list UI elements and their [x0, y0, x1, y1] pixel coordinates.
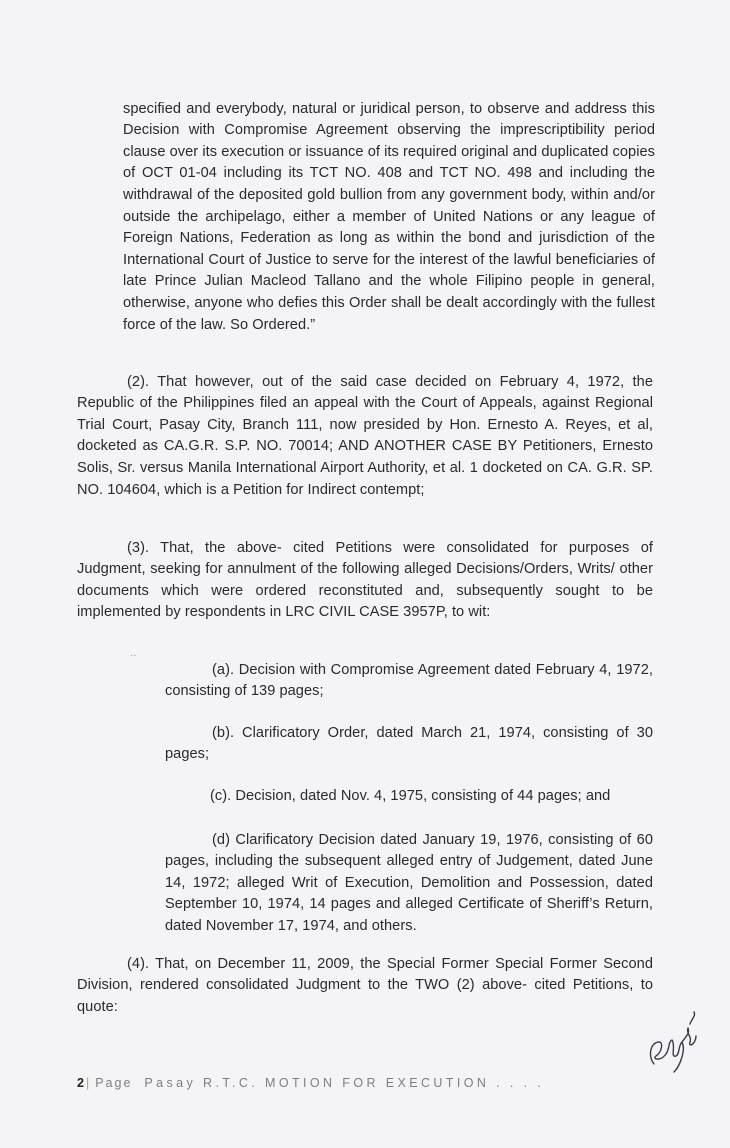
list-item-c: (c). Decision, dated Nov. 4, 1975, consisting of 44 pages; and — [210, 787, 611, 804]
page-footer — [77, 1076, 544, 1090]
paragraph-2: (2). That however, out of the said case decided on February 4, 1972, the Republic of the Philippines filed an appeal with the Court of Appeals, against Regional Trial Court, Pasay City, Branch 111, now presided by Hon. Ernesto A. Reyes, et al, docketed as CA.G.R. S.P. NO. 70014; AND ANOTHER CASE BY Petitioners, Ernesto Solis, Sr. versus Manila International Airport Authority, et al. 1 docketed on CA. G.R. SP. NO. 104604, which is a Petition for Indirect contempt; — [77, 373, 653, 498]
paragraph-3: (3). That, the above- cited Petitions were consolidated for purposes of Judgment, seeking for annulment of the following alleged Decisions/Orders, Writs/ other documents which were ordered reconstituted and, subsequently sought to be implemented by respondents in LRC CIVIL CASE 3957P, to wit: — [77, 539, 653, 621]
quoted-order-paragraph: specified and everybody, natural or juridical person, to observe and address this Decision with Compromise Agreement observing the imprescriptibility period clause over its execution or issuance of its required original and duplicated copies of OCT 01-04 including its TCT NO. 408 and TCT NO. 498 and including the withdrawal of the deposited gold bullion from any government body, within and/or outside the archipelago, either a member of United Nations or any league of Foreign Nations, Federation as long as within the bond and jurisdiction of the International Court of Justice to serve for the interest of the lawful beneficiaries of late Prince Julian Macleod Tallano and the whole Filipino people in general, otherwise, anyone who defies this Order shall be dealt accordingly with the fullest force of the law. So Ordered.” — [123, 100, 655, 333]
page-number: 2 — [77, 1076, 84, 1090]
page-label: Page — [95, 1076, 133, 1090]
paragraph-4: (4). That, on December 11, 2009, the Special Former Special Former Second Division, rendered consolidated Judgment to the TWO (2) above- cited Petitions, to quote: — [77, 955, 653, 1015]
running-title: Pasay R.T.C. MOTION FOR EXECUTION . . . . — [144, 1076, 545, 1090]
list-item-b: (b). Clarificatory Order, dated March 21, 1974, consisting of 30 pages; — [165, 724, 653, 763]
list-item-d: (d) Clarificatory Decision dated January 19, 1976, consisting of 60 pages, including the subsequent alleged entry of Judgement, dated June 14, 1972; alleged Writ of Execution, Demolition and Possession, dated September 10, 1974, 14 pages and alleged Certificate of Sheriff’s Return, dated November 17, 1974, and others. — [165, 831, 653, 934]
scan-speck: ‥ — [130, 648, 137, 659]
footer-separator: | — [85, 1076, 90, 1090]
handwritten-signature — [640, 1006, 700, 1076]
list-item-a: (a). Decision with Compromise Agreement dated February 4, 1972, consisting of 139 pages; — [165, 661, 653, 700]
